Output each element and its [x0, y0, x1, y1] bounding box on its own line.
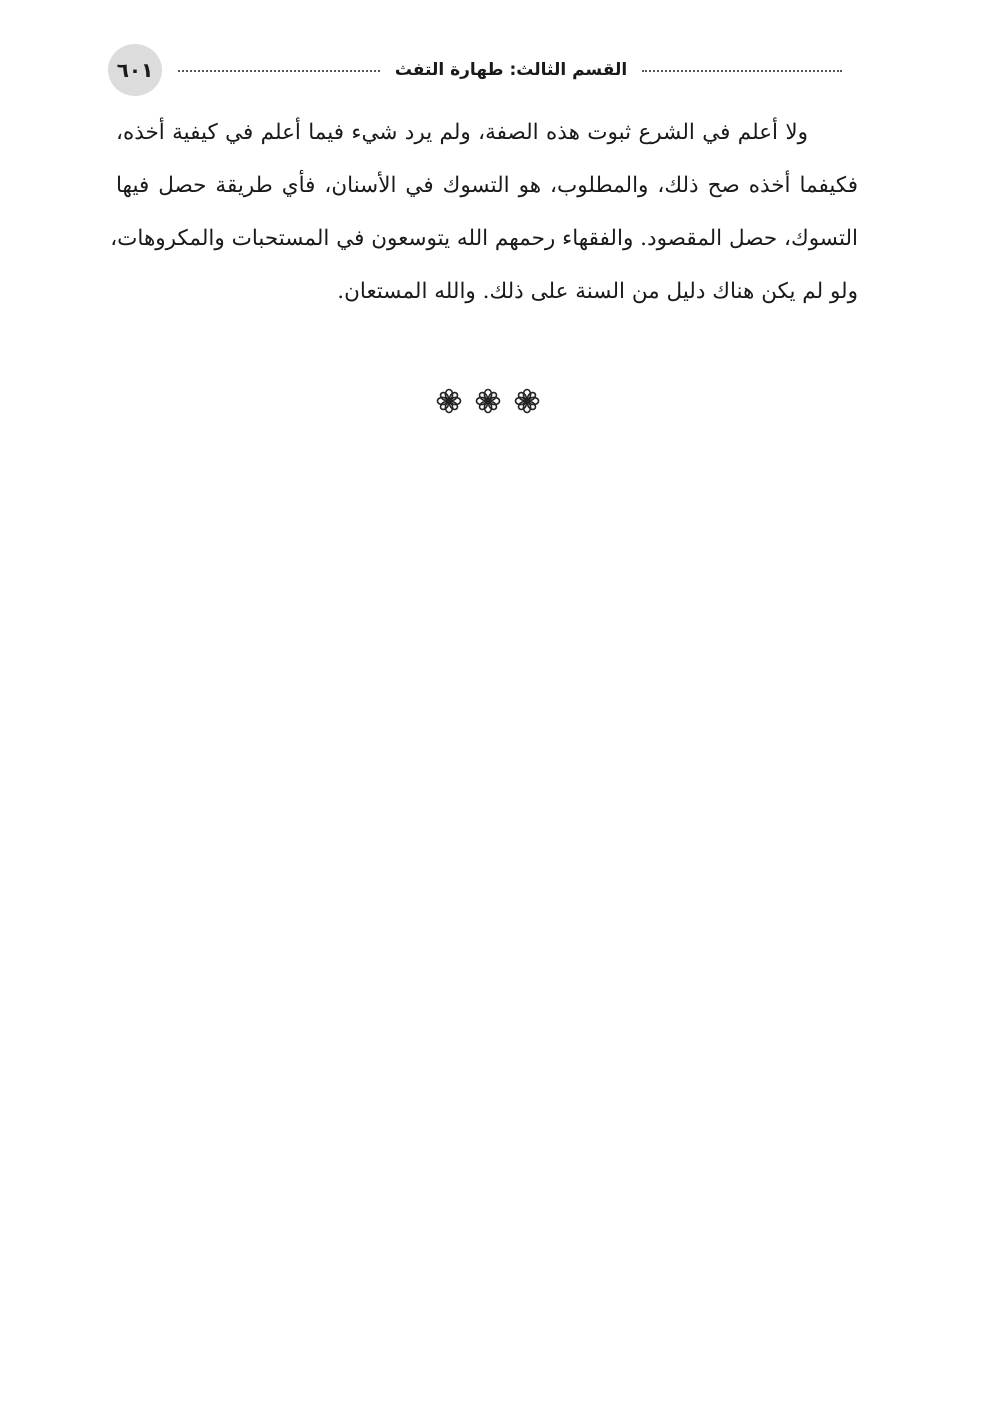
header-dotted-leader-left [178, 70, 380, 72]
body-line: التسوك، حصل المقصود. والفقهاء رحمهم الله يتوسعون في المستحبات والمكروهات، [110, 226, 858, 251]
header-dotted-leader-right [642, 70, 842, 72]
flower-ornament-icon [475, 388, 501, 414]
page-number-badge [108, 44, 162, 96]
body-line: ولو لم يكن هناك دليل من السنة على ذلك. والله المستعان. [337, 279, 858, 304]
body-paragraph [110, 106, 858, 318]
running-header-title: القسم الثالث: طهارة التفث [394, 60, 628, 80]
body-line: ولا أعلم في الشرع ثبوت هذه الصفة، ولم يرد شيء فيما أعلم في كيفية أخذه، [116, 120, 808, 145]
page-number: ٦٠١ [116, 58, 154, 82]
flower-ornament-icon [436, 388, 462, 414]
section-separator [436, 384, 540, 418]
flower-ornament-icon [514, 388, 540, 414]
body-line: فكيفما أخذه صح ذلك، والمطلوب، هو التسوك في الأسنان، فأي طريقة حصل فيها [116, 173, 858, 198]
